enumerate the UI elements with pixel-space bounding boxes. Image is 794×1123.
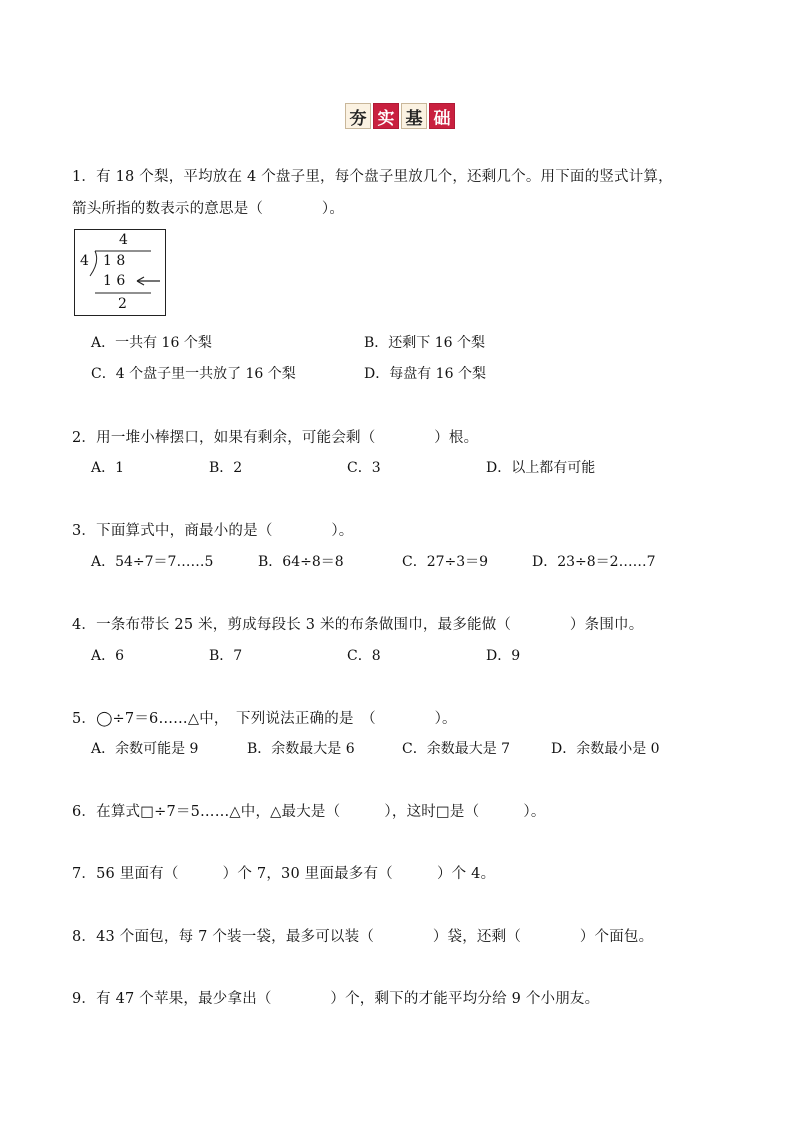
section-banner — [345, 103, 455, 129]
banner-char: 础 — [429, 103, 455, 129]
option-a: A．6 — [91, 648, 125, 664]
banner-char: 基 — [401, 103, 427, 129]
question-7-text: 7．56 里面有（ ）个 7，30 里面最多有（ ）个 4。 — [72, 866, 496, 882]
option-a: A．1 — [91, 460, 125, 476]
question-1-text-cont: 箭头所指的数表示的意思是（ ）。 — [72, 201, 345, 217]
question-4-text: 4．一条布带长 25 米，剪成每段长 3 米的布条做围巾，最多能做（ ）条围巾。 — [72, 617, 644, 633]
option-c: C．8 — [347, 648, 381, 664]
question-8-text: 8．43 个面包，每 7 个装一袋，最多可以装（ ）袋，还剩（ ）个面包。 — [72, 929, 654, 945]
option-a: A．余数可能是 9 — [91, 741, 199, 757]
option-c: C．27÷3＝9 — [402, 554, 489, 570]
question-6-text: 6．在算式□÷7＝5……△中，△最大是（ ），这时□是（ ）。 — [72, 804, 546, 820]
option-c: C．余数最大是 7 — [402, 741, 511, 757]
option-b: B．64÷8＝8 — [258, 554, 344, 570]
question-1-text: 1．有 18 个梨，平均放在 4 个盘子里，每个盘子里放几个，还剩几个。用下面的竖式计算， — [72, 169, 673, 185]
long-division-figure — [74, 229, 166, 316]
division-quotient: 4 — [119, 232, 128, 248]
option-a: A．54÷7＝7……5 — [91, 554, 214, 570]
option-a: A．一共有 16 个梨 — [91, 335, 212, 351]
option-d: D．余数最小是 0 — [551, 741, 660, 757]
question-5-text: 5．◯÷7＝6……△中， 下列说法正确的是 （ ）。 — [72, 711, 457, 727]
left-arrow-icon — [133, 275, 163, 287]
question-2-text: 2．用一堆小棒摆口，如果有剩余，可能会剩（ ）根。 — [72, 430, 479, 446]
division-remainder: 2 — [118, 296, 127, 312]
question-9-text: 9．有 47 个苹果，最少拿出（ ）个，剩下的才能平均分给 9 个小朋友。 — [72, 991, 600, 1007]
option-d: D．9 — [486, 648, 521, 664]
banner-char: 夯 — [345, 103, 371, 129]
division-divisor: 4 — [80, 253, 89, 269]
option-b: B．还剩下 16 个梨 — [364, 335, 486, 351]
option-b: B．7 — [209, 648, 243, 664]
option-d: D．23÷8＝2……7 — [532, 554, 656, 570]
question-3-text: 3．下面算式中，商最小的是（ ）。 — [72, 523, 354, 539]
option-b: B．2 — [209, 460, 243, 476]
banner-char: 实 — [373, 103, 399, 129]
option-d: D．以上都有可能 — [486, 460, 596, 476]
option-c: C．3 — [347, 460, 381, 476]
option-b: B．余数最大是 6 — [247, 741, 355, 757]
division-lines — [75, 230, 165, 315]
division-dividend: 1 8 — [103, 253, 126, 269]
division-product: 1 6 — [103, 273, 126, 289]
option-c: C．4 个盘子里一共放了 16 个梨 — [91, 366, 296, 382]
option-d: D．每盘有 16 个梨 — [364, 366, 486, 382]
